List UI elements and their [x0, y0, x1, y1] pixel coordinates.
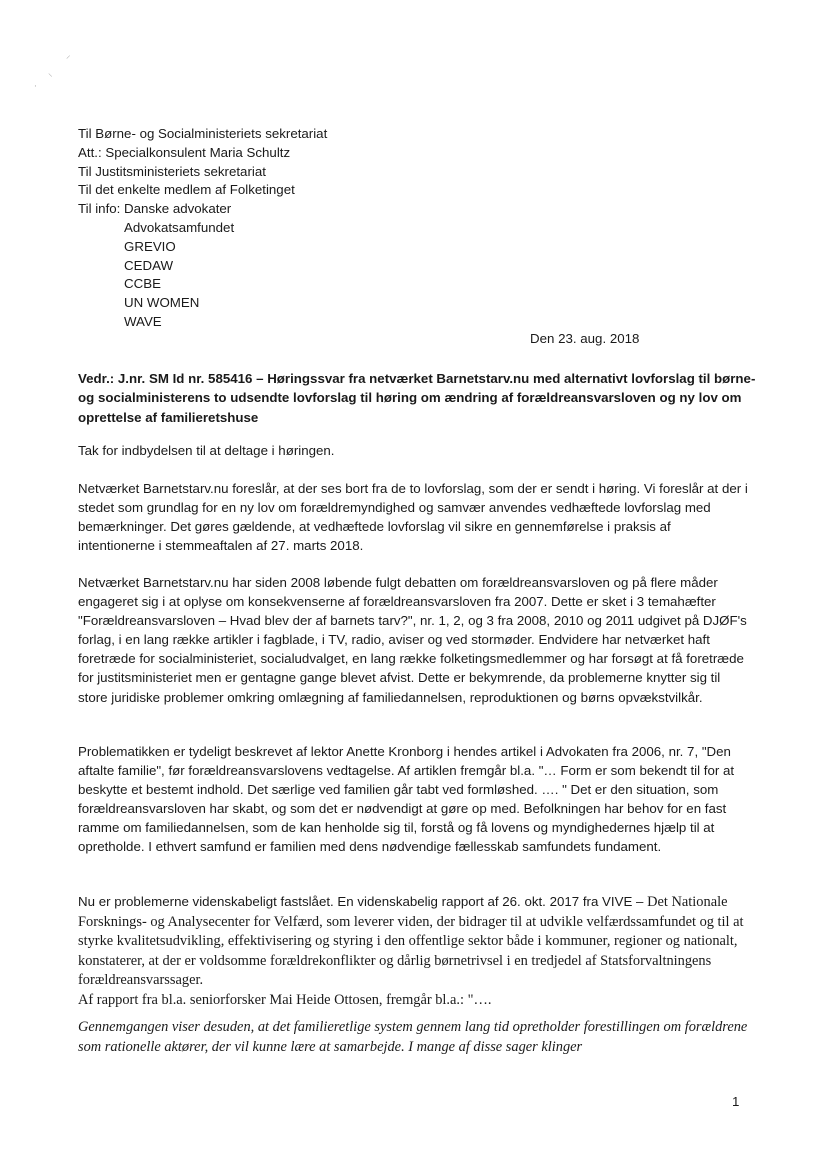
recipient-line: Til Justitsministeriets sekretariat	[78, 163, 266, 179]
cc-line: Advokatsamfundet	[124, 219, 235, 235]
paragraph-research	[78, 892, 750, 1010]
paragraph-thanks: Tak for indbydelsen til at deltage i høringen.	[78, 443, 335, 458]
cc-line: CEDAW	[124, 257, 173, 273]
quote-paragraph: Gennemgangen viser desuden, at det familieretlige system gennem lang tid opretholder forestillingen om forældrene som rationelle aktører, der vil kunne lære at samarbejde. I mange af disse sager klinger	[78, 1019, 748, 1055]
scan-artifact: ⸝	[66, 51, 71, 61]
cc-line: GREVIO	[124, 238, 176, 254]
research-vive-text: Det Nationale Forsknings- og Analysecenter for Velfærd, som leverer viden, der bidrager til at udvikle velfærdssamfundet og til at styrke kvalitetsudvikling, effektivisering og styring i den offentlige sektor både i kommuner, regioner og nationalt, konstaterer, at der er voldsomme forældrekonflikter og dårlig børnetrivsel i en tredjedel af Statsforvaltningens forældreansvarssager.	[78, 894, 744, 989]
cc-line: CCBE	[124, 276, 161, 292]
research-intro: Nu er problemerne videnskabeligt fastslået. En videnskabelig rapport af 26. okt. 2017 fra VIVE –	[78, 894, 644, 909]
paragraph-proposal: Netværket Barnetstarv.nu foreslår, at der ses bort fra de to lovforslag, som der er sendt i høring. Vi foreslår at der i stedet som grundlag for en ny lov om forældremyndighed og samvær anvendes vedhæftede lovforslag med bemærkninger. Det gøres gældende, at vedhæftede lovforslag vil sikre en gennemførelse i praksis af intentionerne i stemmeaftalen af 27. marts 2018.	[78, 481, 748, 554]
page-number: 1	[732, 1094, 740, 1109]
paragraph-problematic: Problematikken er tydeligt beskrevet af lektor Anette Kronborg i hendes artikel i Advokaten fra 2006, nr. 7, "Den aftalte familie", før forældreansvarslovens vedtagelse. Af artiklen fremgår bl.a. "… Form er som bekendt til for at beskytte et bestemt indhold. Det særlige ved familien går tabt ved formløshed. …. " Det er den situation, som forældreansvarsloven har skabt, og som det er nødvendigt at gøre op med. Befolkningen har behov for en fast ramme om familiedannelsen, som de kan henholde sig til, forstå og få lovens og myndighedernes hjælp til at opretholde. I ethvert samfund er familien med dens nødvendige fællesskab samfundets fundament.	[78, 744, 735, 855]
recipient-line: Til det enkelte medlem af Folketinget	[78, 182, 295, 198]
recipient-line: Att.: Specialkonsulent Maria Schultz	[78, 144, 291, 160]
recipient-line: Til info: Danske advokater	[78, 201, 232, 217]
paragraph-network-history: Netværket Barnetstarv.nu har siden 2008 løbende fulgt debatten om forældreansvarsloven og på flere måder engageret sig i at oplyse om konsekvenserne af forældreansvarsloven fra 2007. Dette er sket i 3 temahæfter "Forældreansvarsloven – Hvad blev der af barnets tarv?", nr. 1, 2, og 3 fra 2008, 2010 og 2011 udgivet på DJØF's forlag, i en lang række artikler i fagblade, i TV, radio, aviser og ved stormøder. Endvidere har netværket haft foretræde for socialministeriet, socialudvalget, en lang række folketingsmedlemmer og har forsøgt at få foretræde for justitsministeriet men er gentagne gange blevet afvist. Dette er bekymrende, da problemerne knytter sig til store juridiske problemer omkring omlægning af familiedannelsen, reproduktionen og børns opvækstvilkår.	[78, 575, 747, 705]
cc-line: WAVE	[124, 313, 162, 329]
recipient-block	[78, 125, 327, 332]
scan-artifact: ⸜	[48, 69, 53, 79]
subject-line: Vedr.: J.nr. SM Id nr. 585416 – Høringssvar fra netværket Barnetstarv.nu med alternativt lovforslag til børne- og socialministerens to udsendte lovforslag til høring om ændring af forældreansvarsloven og ny lov om oprettelse af familieretshuse	[78, 371, 756, 425]
scan-artifact: ·	[34, 82, 37, 92]
cc-line: UN WOMEN	[124, 295, 200, 311]
letter-date: Den 23. aug. 2018	[530, 331, 640, 346]
research-citation-line: Af rapport fra bl.a. seniorforsker Mai Heide Ottosen, fremgår bl.a.: "….	[78, 991, 492, 1008]
recipient-line: Til Børne- og Socialministeriets sekretariat	[78, 126, 328, 141]
